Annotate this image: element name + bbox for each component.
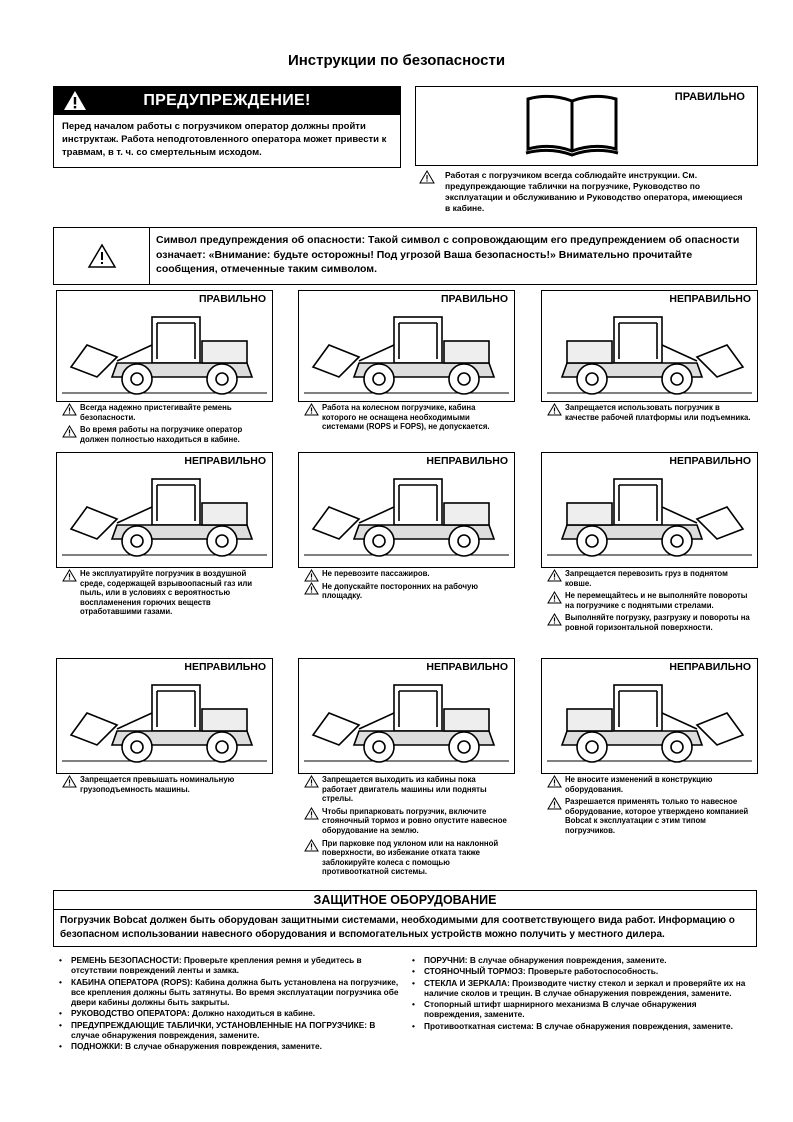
caption-row xyxy=(62,403,267,422)
illustration-panel xyxy=(56,290,273,402)
alert-triangle-icon xyxy=(547,569,562,582)
loader-illustration xyxy=(57,467,272,563)
illustration-panel xyxy=(56,658,273,774)
alert-triangle-icon xyxy=(304,775,319,788)
loader-illustration xyxy=(299,467,514,563)
alert-triangle-icon xyxy=(304,403,319,416)
caption-row xyxy=(547,775,752,794)
equipment-box xyxy=(53,890,757,947)
symbol-note-text: Символ предупреждения об опасности: Такой символ с сопровождающим его предупреждением об опасности означает: «Внимание: будьте осторожны! Под угрозой Ваша безопасность!» Внимательно прочитайте сообщения, отмеченные таким символом. xyxy=(156,234,740,275)
illustration-panel xyxy=(541,452,758,568)
caption-text: Не допускайте посторонних на рабочую площадку. xyxy=(322,581,479,601)
list-item: • РЕМЕНЬ БЕЗОПАСНОСТИ: Проверьте крепления ремня и убедитесь в отсутствии повреждений ленты и замка. xyxy=(57,955,402,976)
illustration-panel xyxy=(298,452,515,568)
caption-row xyxy=(62,775,267,794)
caption-text: Выполняйте погрузку, разгрузку и повороты на ровной горизонтальной поверхности. xyxy=(565,613,750,632)
book-icon xyxy=(524,93,620,159)
caption-row xyxy=(547,591,752,610)
list-item: • ПОДНОЖКИ: В случае обнаружения повреждения, замените. xyxy=(57,1041,402,1051)
loader-illustration xyxy=(542,467,757,563)
panel-captions xyxy=(304,569,509,604)
panel-verdict-label: ПРАВИЛЬНО xyxy=(198,293,266,305)
list-item: • ПРЕДУПРЕЖДАЮЩИЕ ТАБЛИЧКИ, УСТАНОВЛЕННЫЕ НА ПОГРУЗЧИКЕ: В случае обнаружения повреждения, замените. xyxy=(57,1020,402,1041)
panel-captions xyxy=(547,775,752,839)
loader-illustration xyxy=(57,305,272,401)
list-item: • СТОЯНОЧНЫЙ ТОРМОЗ: Проверьте работоспособность. xyxy=(410,966,755,976)
alert-triangle-icon xyxy=(304,807,319,820)
caption-text: Запрещается выходить из кабины пока работает двигатель машины или подняты стрелы. xyxy=(322,775,487,804)
list-item: • ПОРУЧНИ: В случае обнаружения повреждения, замените. xyxy=(410,955,755,965)
list-item: • РУКОВОДСТВО ОПЕРАТОРА: Должно находиться в кабине. xyxy=(57,1008,402,1018)
caption-text: Запрещается использовать погрузчик в качестве рабочей платформы или подъемника. xyxy=(565,403,751,422)
panel-captions xyxy=(62,403,267,447)
caption-text: Запрещается превышать номинальную грузоподъемность машины. xyxy=(80,775,235,794)
alert-triangle-icon xyxy=(304,569,319,582)
caption-row xyxy=(62,425,267,444)
caption-text: Работа на колесном погрузчике, кабина которого не оснащена необходимыми системами (ROPS и FOPS), не допускается. xyxy=(322,403,490,432)
manual-box xyxy=(415,86,758,166)
caption-text: Не вносите изменений в конструкцию оборудования. xyxy=(565,775,713,794)
caption-text: Не перемещайтесь и не выполняйте повороты на погрузчике с поднятыми стрелами. xyxy=(565,591,748,610)
panel-verdict-label: НЕПРАВИЛЬНО xyxy=(669,455,751,467)
caption-text: Разрешается применять только то навесное оборудование, которое утверждено компанией Bobcat к эксплуатации с этим типом погрузчиков. xyxy=(565,797,749,835)
panel-captions xyxy=(547,569,752,636)
panel-verdict-label: НЕПРАВИЛЬНО xyxy=(669,293,751,305)
alert-triangle-icon xyxy=(62,403,77,416)
alert-triangle-icon xyxy=(304,582,319,595)
illustration-panel xyxy=(298,658,515,774)
caption-text: Не перевозите пассажиров. xyxy=(322,569,430,578)
caption-row xyxy=(547,569,752,588)
caption-row xyxy=(304,582,509,601)
equipment-heading: ЗАЩИТНОЕ ОБОРУДОВАНИЕ xyxy=(54,891,756,910)
alert-triangle-icon xyxy=(547,775,562,788)
caption-text: При парковке под уклоном или на наклонной поверхности, во избежание отката также заблокируйте колеса с помощью противооткатной системы. xyxy=(322,838,499,877)
alert-triangle-icon xyxy=(547,591,562,604)
alert-triangle-icon xyxy=(419,170,435,184)
caption-text: Чтобы припарковать погрузчик, включите стояночный тормоз и ровно опустите навесное оборудование на землю. xyxy=(322,806,507,835)
caption-row xyxy=(304,839,509,877)
alert-triangle-icon xyxy=(547,797,562,810)
panel-captions xyxy=(62,569,267,620)
warning-text: Перед началом работы с погрузчиком оператор должны пройти инструктаж. Работа неподготовленного оператора может привести к травмам, в т. ч. со смертельным исходом. xyxy=(62,121,387,158)
alert-triangle-icon xyxy=(547,403,562,416)
caption-row xyxy=(547,613,752,632)
alert-triangle-icon xyxy=(62,775,77,788)
alert-triangle-icon xyxy=(87,243,117,269)
panel-captions xyxy=(304,403,509,435)
list-item: • Противооткатная система: В случае обнаружения повреждения, замените. xyxy=(410,1021,755,1031)
caption-text: Не эксплуатируйте погрузчик в воздушной среде, содержащей взрывоопасный газ или пыль, или в условиях с вероятностью воспламенения горючих веществ отработавшими газами. xyxy=(80,569,253,617)
caption-row xyxy=(547,797,752,835)
caption-row xyxy=(304,569,509,579)
alert-triangle-icon xyxy=(62,569,77,582)
alert-triangle-icon xyxy=(62,425,77,438)
illustration-panel xyxy=(541,658,758,774)
caption-row xyxy=(547,403,752,422)
equipment-text: Погрузчик Bobcat должен быть оборудован защитными системами, необходимыми для соответствующего вида работ. Информацию о безопасном использовании навесного оборудования и вспомогательных устройств можно получить у местного дилера. xyxy=(60,915,735,940)
symbol-note-box xyxy=(53,227,757,285)
loader-illustration xyxy=(542,305,757,401)
list-item: • КАБИНА ОПЕРАТОРА (ROPS): Кабина должна быть установлена на погрузчике, все крепления должны быть затянуты. Во время эксплуатации погрузчика обе двери кабины должны быть закрыты. xyxy=(57,977,402,1008)
warning-box xyxy=(53,86,401,168)
manual-label: ПРАВИЛЬНО xyxy=(674,91,745,103)
panel-verdict-label: ПРАВИЛЬНО xyxy=(440,293,508,305)
caption-row xyxy=(304,807,509,836)
alert-triangle-icon xyxy=(304,839,319,852)
list-item: • Стопорный штифт шарнирного механизма В случае обнаружения повреждения, замените. xyxy=(410,999,755,1020)
caption-text: Всегда надежно пристегивайте ремень безопасности. xyxy=(80,403,232,422)
illustration-panel xyxy=(298,290,515,402)
caption-row xyxy=(62,569,267,617)
caption-row xyxy=(304,403,509,432)
loader-illustration xyxy=(299,305,514,401)
caption-text: Во время работы на погрузчике оператор должен полностью находиться в кабине. xyxy=(80,425,243,444)
caption-row xyxy=(304,775,509,804)
page-title: Инструкции по безопасности xyxy=(287,52,506,69)
caption-text: Запрещается перевозить груз в поднятом ковше. xyxy=(565,569,728,588)
warning-header xyxy=(54,87,400,115)
panel-verdict-label: НЕПРАВИЛЬНО xyxy=(426,661,508,673)
warning-triangle-icon xyxy=(62,89,88,112)
checklist-left xyxy=(57,955,402,1053)
panel-verdict-label: НЕПРАВИЛЬНО xyxy=(184,661,266,673)
panel-captions xyxy=(547,403,752,425)
loader-illustration xyxy=(299,673,514,769)
manual-caption-text: Работая с погрузчиком всегда соблюдайте инструкции. См. предупреждающие таблички на погрузчике, Руководство по эксплуатации и обслуживанию и Руководство оператора, имеющиеся в кабине. xyxy=(445,170,743,213)
panel-verdict-label: НЕПРАВИЛЬНО xyxy=(426,455,508,467)
panel-captions xyxy=(304,775,509,880)
alert-triangle-icon xyxy=(547,613,562,626)
loader-illustration xyxy=(57,673,272,769)
illustration-panel xyxy=(541,290,758,402)
panel-captions xyxy=(62,775,267,797)
panel-verdict-label: НЕПРАВИЛЬНО xyxy=(184,455,266,467)
checklist-right xyxy=(410,955,755,1032)
symbol-icon-cell xyxy=(54,228,150,284)
warning-heading: ПРЕДУПРЕЖДЕНИЕ! xyxy=(143,92,311,109)
panel-verdict-label: НЕПРАВИЛЬНО xyxy=(669,661,751,673)
list-item: • СТЕКЛА И ЗЕРКАЛА: Производите чистку стекол и зеркал и проверяйте их на наличие сколов и трещин. В случае обнаружения повреждения, замените. xyxy=(410,978,755,999)
loader-illustration xyxy=(542,673,757,769)
illustration-panel xyxy=(56,452,273,568)
